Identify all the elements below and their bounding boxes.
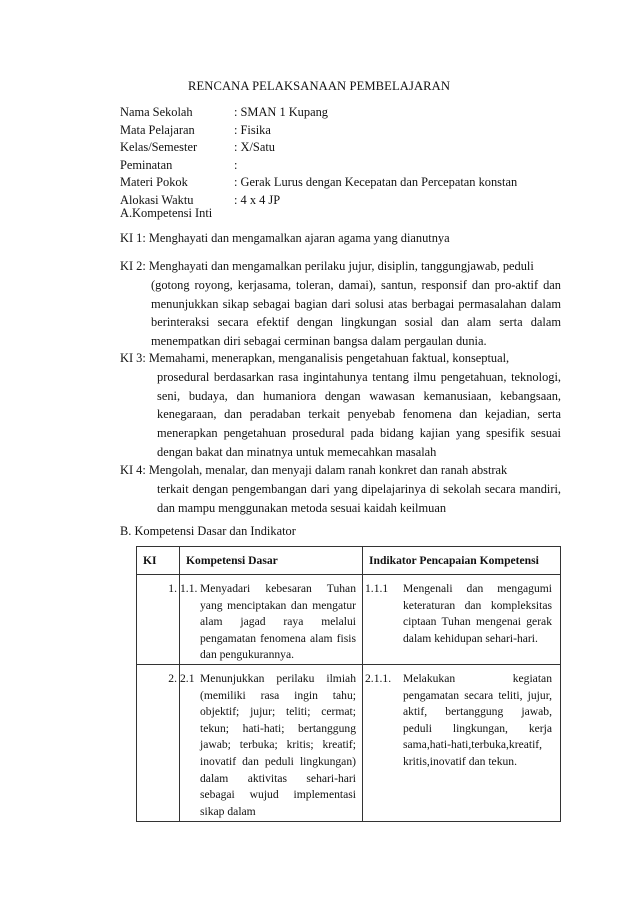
identity-value: : SMAN 1 Kupang — [234, 105, 328, 119]
indicator-code: 1.1.1 — [365, 582, 389, 595]
identity-label: Materi Pokok — [120, 175, 188, 189]
kd-text: Menunjukkan perilaku ilmiah (memiliki rasa ingin tahu; objektif; jujur; teliti; cermat; tekun; hati-hati; bertanggung jawab; terbuka; kritis; kreatif; inovatif dan peduli lingkungan) dalam aktivitas sehari-hari sebagai wujud implementasi sikap dalam — [200, 671, 356, 818]
row-kd-cell — [180, 575, 363, 665]
row-ki-number: 1. — [137, 575, 180, 665]
table-row — [137, 575, 561, 665]
identity-label: Kelas/Semester — [120, 140, 198, 154]
ki-lead: KI 3: Memahami, menerapkan, menganalisis pengetahuan faktual, konseptual, — [120, 351, 510, 365]
kd-text: Menyadari kebesaran Tuhan yang menciptakan dan mengatur alam jagad raya melalui pengamatan fenomena alam fisis dan pengukurannya. — [200, 582, 356, 662]
indicator-text: Melakukan kegiatan pengamatan secara teliti, jujur, aktif, bertanggung jawab, peduli lingkungan, kerja sama,hati-hati,terbuka,kreatif, kritis,inovatif dan tekun. — [403, 671, 552, 768]
ki-lead: KI 4: Mengolah, menalar, dan menyaji dalam ranah konkret dan ranah abstrak — [120, 463, 508, 477]
identity-label: Alokasi Waktu — [120, 192, 194, 207]
section-a-heading: A.Kompetensi Inti — [120, 206, 213, 220]
identity-value: : Fisika — [234, 122, 271, 137]
row-ki-number: 2. — [137, 664, 180, 821]
document-title: RENCANA PELAKSANAAN PEMBELAJARAN — [187, 79, 451, 93]
row-kd-cell — [180, 664, 363, 821]
ki-body: terkait dengan pengembangan dari yang dipelajarinya di sekolah secara mandiri, dan mampu menggunakan metoda sesuai kaidah keilmuan — [157, 481, 561, 515]
kd-code: 2.1 — [180, 671, 195, 685]
ki-lead: KI 2: Menghayati dan mengamalkan perilaku jujur, disiplin, tanggungjawab, peduli — [120, 259, 534, 273]
identity-row — [120, 139, 517, 157]
identity-value: : 4 x 4 JP — [234, 192, 281, 207]
header-indikator: Indikator Pencapaian Kompetensi — [363, 547, 561, 575]
kd-indicator-table — [136, 546, 561, 822]
ki-paragraph — [120, 461, 561, 517]
ki-body: prosedural berdasarkan rasa ingintahunya tentang ilmu pengetahuan, teknologi, seni, budaya, dan humaniora dengan wawasan kemanusiaan, kebangsaan, kenegaraan, dan peradaban terkait penyebab fenomena dan kejadian, serta menerapkan pengetahuan prosedural pada bidang kajian yang spesifik sesuai dengan bakat dan minatnya untuk memecahkan masalah — [157, 369, 561, 459]
identity-row — [120, 104, 517, 122]
identity-label: Peminatan — [120, 157, 173, 172]
identity-label: Mata Pelajaran — [120, 122, 195, 137]
identity-row — [120, 157, 517, 175]
header-kd: Kompetensi Dasar — [180, 547, 363, 575]
row-indicator-cell — [363, 575, 561, 665]
identity-value: : X/Satu — [234, 140, 275, 154]
identity-row — [120, 122, 517, 140]
identity-row — [120, 174, 517, 192]
row-indicator-cell — [363, 664, 561, 821]
ki-lead: KI 1: Menghayati dan mengamalkan ajaran agama yang dianutnya — [120, 231, 450, 245]
identity-label: Nama Sekolah — [120, 105, 193, 119]
table-row — [137, 664, 561, 821]
header-ki: KI — [137, 547, 180, 575]
indicator-text: Mengenali dan mengagumi keteraturan dan kompleksitas ciptaan Tuhan mengenai gerak dalam kehidupan sehari-hari. — [403, 582, 552, 645]
indicator-code: 2.1.1. — [365, 671, 392, 685]
ki-paragraph — [120, 229, 561, 248]
ki-paragraph — [120, 349, 561, 462]
identity-value: : — [234, 157, 238, 172]
ki-paragraph — [120, 257, 561, 351]
section-b-heading: B. Kompetensi Dasar dan Indikator — [120, 524, 296, 538]
identity-value: : Gerak Lurus dengan Kecepatan dan Percepatan konstan — [234, 175, 518, 189]
kd-code: 1.1. — [180, 582, 198, 595]
ki-body: (gotong royong, kerjasama, toleran, damai), santun, responsif dan pro-aktif dan menunjukkan sikap sebagai bagian dari solusi atas berbagai permasalahan dalam berinteraksi secara efektif dengan lingkungan sosial dan alam serta dalam menempatkan diri sebagai cerminan bangsa dalam pergaulan dunia. — [151, 277, 561, 349]
identity-block — [120, 104, 517, 209]
table-header-row — [137, 547, 561, 575]
